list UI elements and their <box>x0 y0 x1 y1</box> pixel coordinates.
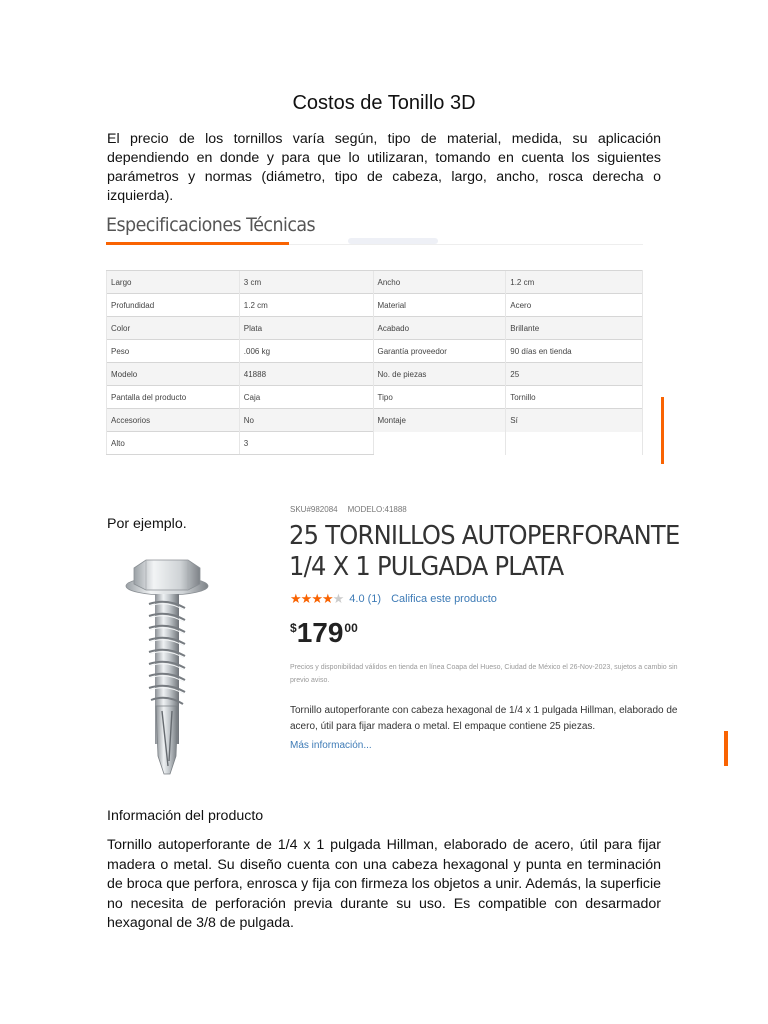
spec-value: Tornillo <box>506 386 643 409</box>
spec-row <box>107 340 643 363</box>
spec-value: 41888 <box>239 363 373 386</box>
info-paragraph: Tornillo autoperforante de 1/4 x 1 pulgada Hillman, elaborado de acero, útil para fijar madera o metal. Su diseño cuenta con una cabeza hexagonal y punta en terminación de broca que perfora, enrosca y fija con firmeza los objetos a unir. Además, la superficie no necesita de perforación previa durante su uso. Es compatible con desarmador hexagonal de 3/8 de pulgada. <box>107 837 661 931</box>
product-title <box>289 521 680 583</box>
star-icon: ★ <box>311 591 322 606</box>
spec-value: 90 días en tienda <box>506 340 643 363</box>
spec-blur-mark <box>348 238 438 244</box>
spec-label: Montaje <box>373 409 506 432</box>
spec-label: Garantía proveedor <box>373 340 506 363</box>
spec-label: Modelo <box>107 363 240 386</box>
example-label: Por ejemplo. <box>107 516 187 532</box>
spec-label: Accesorios <box>107 409 240 432</box>
product-description: Tornillo autoperforante con cabeza hexagonal de 1/4 x 1 pulgada Hillman, elaborado de acero, útil para fijar madera o metal. El empaque contiene 25 piezas. <box>290 705 678 732</box>
star-icon: ★ <box>300 591 312 606</box>
star-icon: ★ <box>290 591 301 606</box>
spec-label: Pantalla del producto <box>107 386 240 409</box>
spec-label: Material <box>373 294 506 317</box>
spec-label: Tipo <box>373 386 506 409</box>
spec-row <box>107 386 643 409</box>
spec-row <box>107 317 643 340</box>
accent-bar <box>724 731 728 766</box>
spec-label: Color <box>107 317 240 340</box>
rate-product-link[interactable]: Califica este producto <box>391 593 497 605</box>
star-icon: ★ <box>321 591 333 606</box>
more-info-link[interactable]: Más información... <box>290 740 372 751</box>
spec-label: Ancho <box>373 271 506 294</box>
product-title-line1: 25 TORNILLOS AUTOPERFORANTE <box>289 521 680 551</box>
spec-value: Sí <box>506 409 643 432</box>
accent-bar <box>661 397 664 464</box>
spec-row <box>107 294 643 317</box>
spec-label <box>373 432 506 455</box>
spec-value: 25 <box>506 363 643 386</box>
spec-value: Caja <box>239 386 373 409</box>
spec-value: Acero <box>506 294 643 317</box>
spec-value: 3 cm <box>239 271 373 294</box>
star-rating <box>290 591 343 607</box>
spec-label: Alto <box>107 432 240 455</box>
price-integer: 179 <box>296 617 344 648</box>
page-title: Costos de Tonillo 3D <box>292 92 476 114</box>
spec-value: Plata <box>239 317 373 340</box>
intro-paragraph: El precio de los tornillos varía según, tipo de material, medida, su aplicación dependiendo en donde y para que lo utilizaran, tomando en cuenta los siguientes parámetros y normas (diámetro, tipo de cabeza, largo, ancho, rosca derecha o izquierda). <box>107 131 661 204</box>
spec-value: No <box>239 409 373 432</box>
spec-row <box>107 409 643 432</box>
rating-row <box>290 591 497 607</box>
model-number: MODELO:41888 <box>347 505 407 514</box>
rating-value: 4.0 <box>349 593 365 605</box>
sku-number: SKU#982084 <box>290 505 338 514</box>
price-currency: $ <box>290 621 297 635</box>
spec-label: Peso <box>107 340 240 363</box>
price <box>290 618 358 648</box>
price-note: Precios y disponibilidad válidos en tienda en línea Coapa del Hueso, Ciudad de México el 26-Nov-2023, sujetos a cambio sin previo aviso. <box>290 664 678 684</box>
spec-value: 1.2 cm <box>239 294 373 317</box>
spec-label: Acabado <box>373 317 506 340</box>
spec-row <box>107 432 643 455</box>
spec-label: No. de piezas <box>373 363 506 386</box>
spec-label: Largo <box>107 271 240 294</box>
spec-value: .006 kg <box>239 340 373 363</box>
spec-table <box>106 270 643 455</box>
sku-line <box>290 505 417 514</box>
spec-value: 3 <box>239 432 373 455</box>
product-title-line2: 1/4 X 1 PULGADA PLATA <box>289 552 564 582</box>
spec-value: Brillante <box>506 317 643 340</box>
spec-row <box>107 363 643 386</box>
info-heading: Información del producto <box>107 808 264 824</box>
spec-label: Profundidad <box>107 294 240 317</box>
rating-link[interactable] <box>349 593 381 605</box>
spec-row <box>107 271 643 294</box>
screw-image <box>118 556 216 781</box>
spec-value <box>506 432 643 455</box>
star-icon: ★ <box>332 591 344 606</box>
spec-value: 1.2 cm <box>506 271 643 294</box>
spec-heading: Especificaciones Técnicas <box>106 214 316 236</box>
review-count: (1) <box>367 593 382 605</box>
spec-heading-underline <box>106 242 289 245</box>
price-cents: 00 <box>344 621 358 635</box>
